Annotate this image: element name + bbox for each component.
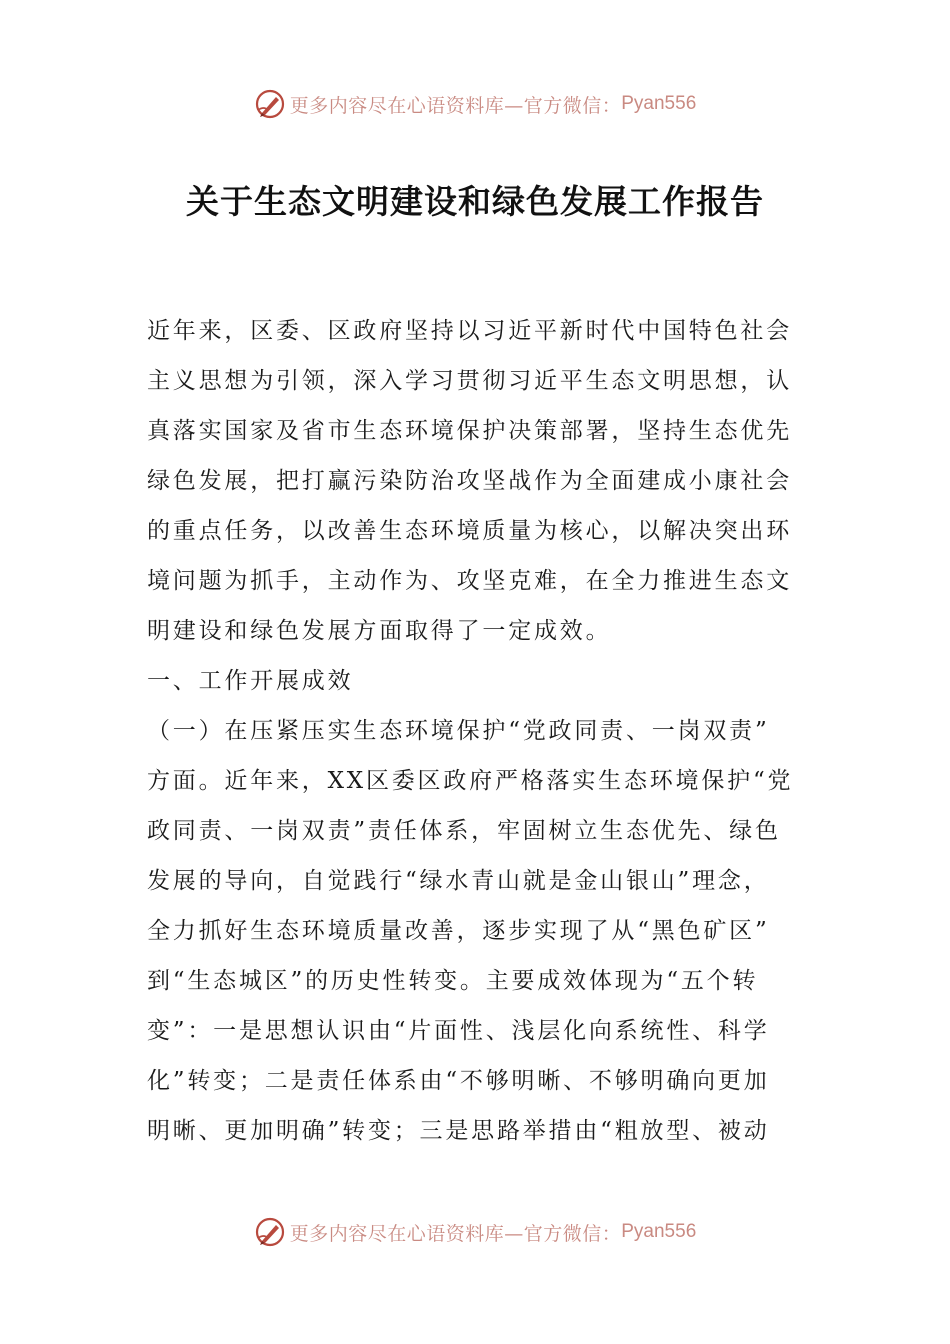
body-line: 主义思想为引领，深入学习贯彻习近平生态文明思想，认 [147, 368, 792, 394]
body-line: 全力抓好生态环境质量改善，逐步实现了从“黑色矿区” [147, 918, 770, 944]
body-line: 绿色发展，把打赢污染防治攻坚战作为全面建成小康社会 [147, 468, 792, 494]
body-line: 到“生态城区”的历史性转变。主要成效体现为“五个转 [147, 968, 759, 994]
section-heading: 一、工作开展成效 [147, 668, 354, 694]
body-line: 化”转变；二是责任体系由“不够明晰、不够明确向更加 [147, 1068, 770, 1094]
footer-banner-text: 更多内容尽在心语资料库—官方微信： [289, 1222, 622, 1245]
header-banner-wechat-id: Pyan556 [621, 93, 697, 114]
body-line: （一）在压紧压实生态环境保护“党政同责、一岗双责” [147, 718, 770, 744]
body-line: 政同责、一岗双责”责任体系，牢固树立生态优先、绿色 [147, 818, 781, 844]
footer-banner-wechat-id: Pyan556 [621, 1221, 697, 1242]
pen-logo-icon [254, 88, 286, 120]
pen-logo-icon [254, 1216, 286, 1248]
body-line: 明建设和绿色发展方面取得了一定成效。 [147, 618, 612, 644]
body-line: 发展的导向，自觉践行“绿水青山就是金山银山”理念， [147, 868, 770, 894]
body-line: 方面。近年来，XX区委区政府严格落实生态环境保护“党 [147, 768, 794, 794]
body-line: 近年来，区委、区政府坚持以习近平新时代中国特色社会 [147, 318, 792, 344]
body-line: 明晰、更加明确”转变；三是思路举措由“粗放型、被动 [147, 1118, 770, 1144]
header-banner [0, 84, 950, 124]
body-line: 境问题为抓手，主动作为、攻坚克难，在全力推进生态文 [147, 568, 792, 594]
body-line: 真落实国家及省市生态环境保护决策部署，坚持生态优先 [147, 418, 792, 444]
document-body [147, 306, 809, 1156]
body-line: 变”：一是思想认识由“片面性、浅层化向系统性、科学 [147, 1018, 770, 1044]
footer-banner [0, 1212, 950, 1252]
body-line: 的重点任务，以改善生态环境质量为核心，以解决突出环 [147, 518, 792, 544]
header-banner-text: 更多内容尽在心语资料库—官方微信： [289, 94, 622, 117]
document-title: 关于生态文明建设和绿色发展工作报告 [186, 182, 764, 221]
